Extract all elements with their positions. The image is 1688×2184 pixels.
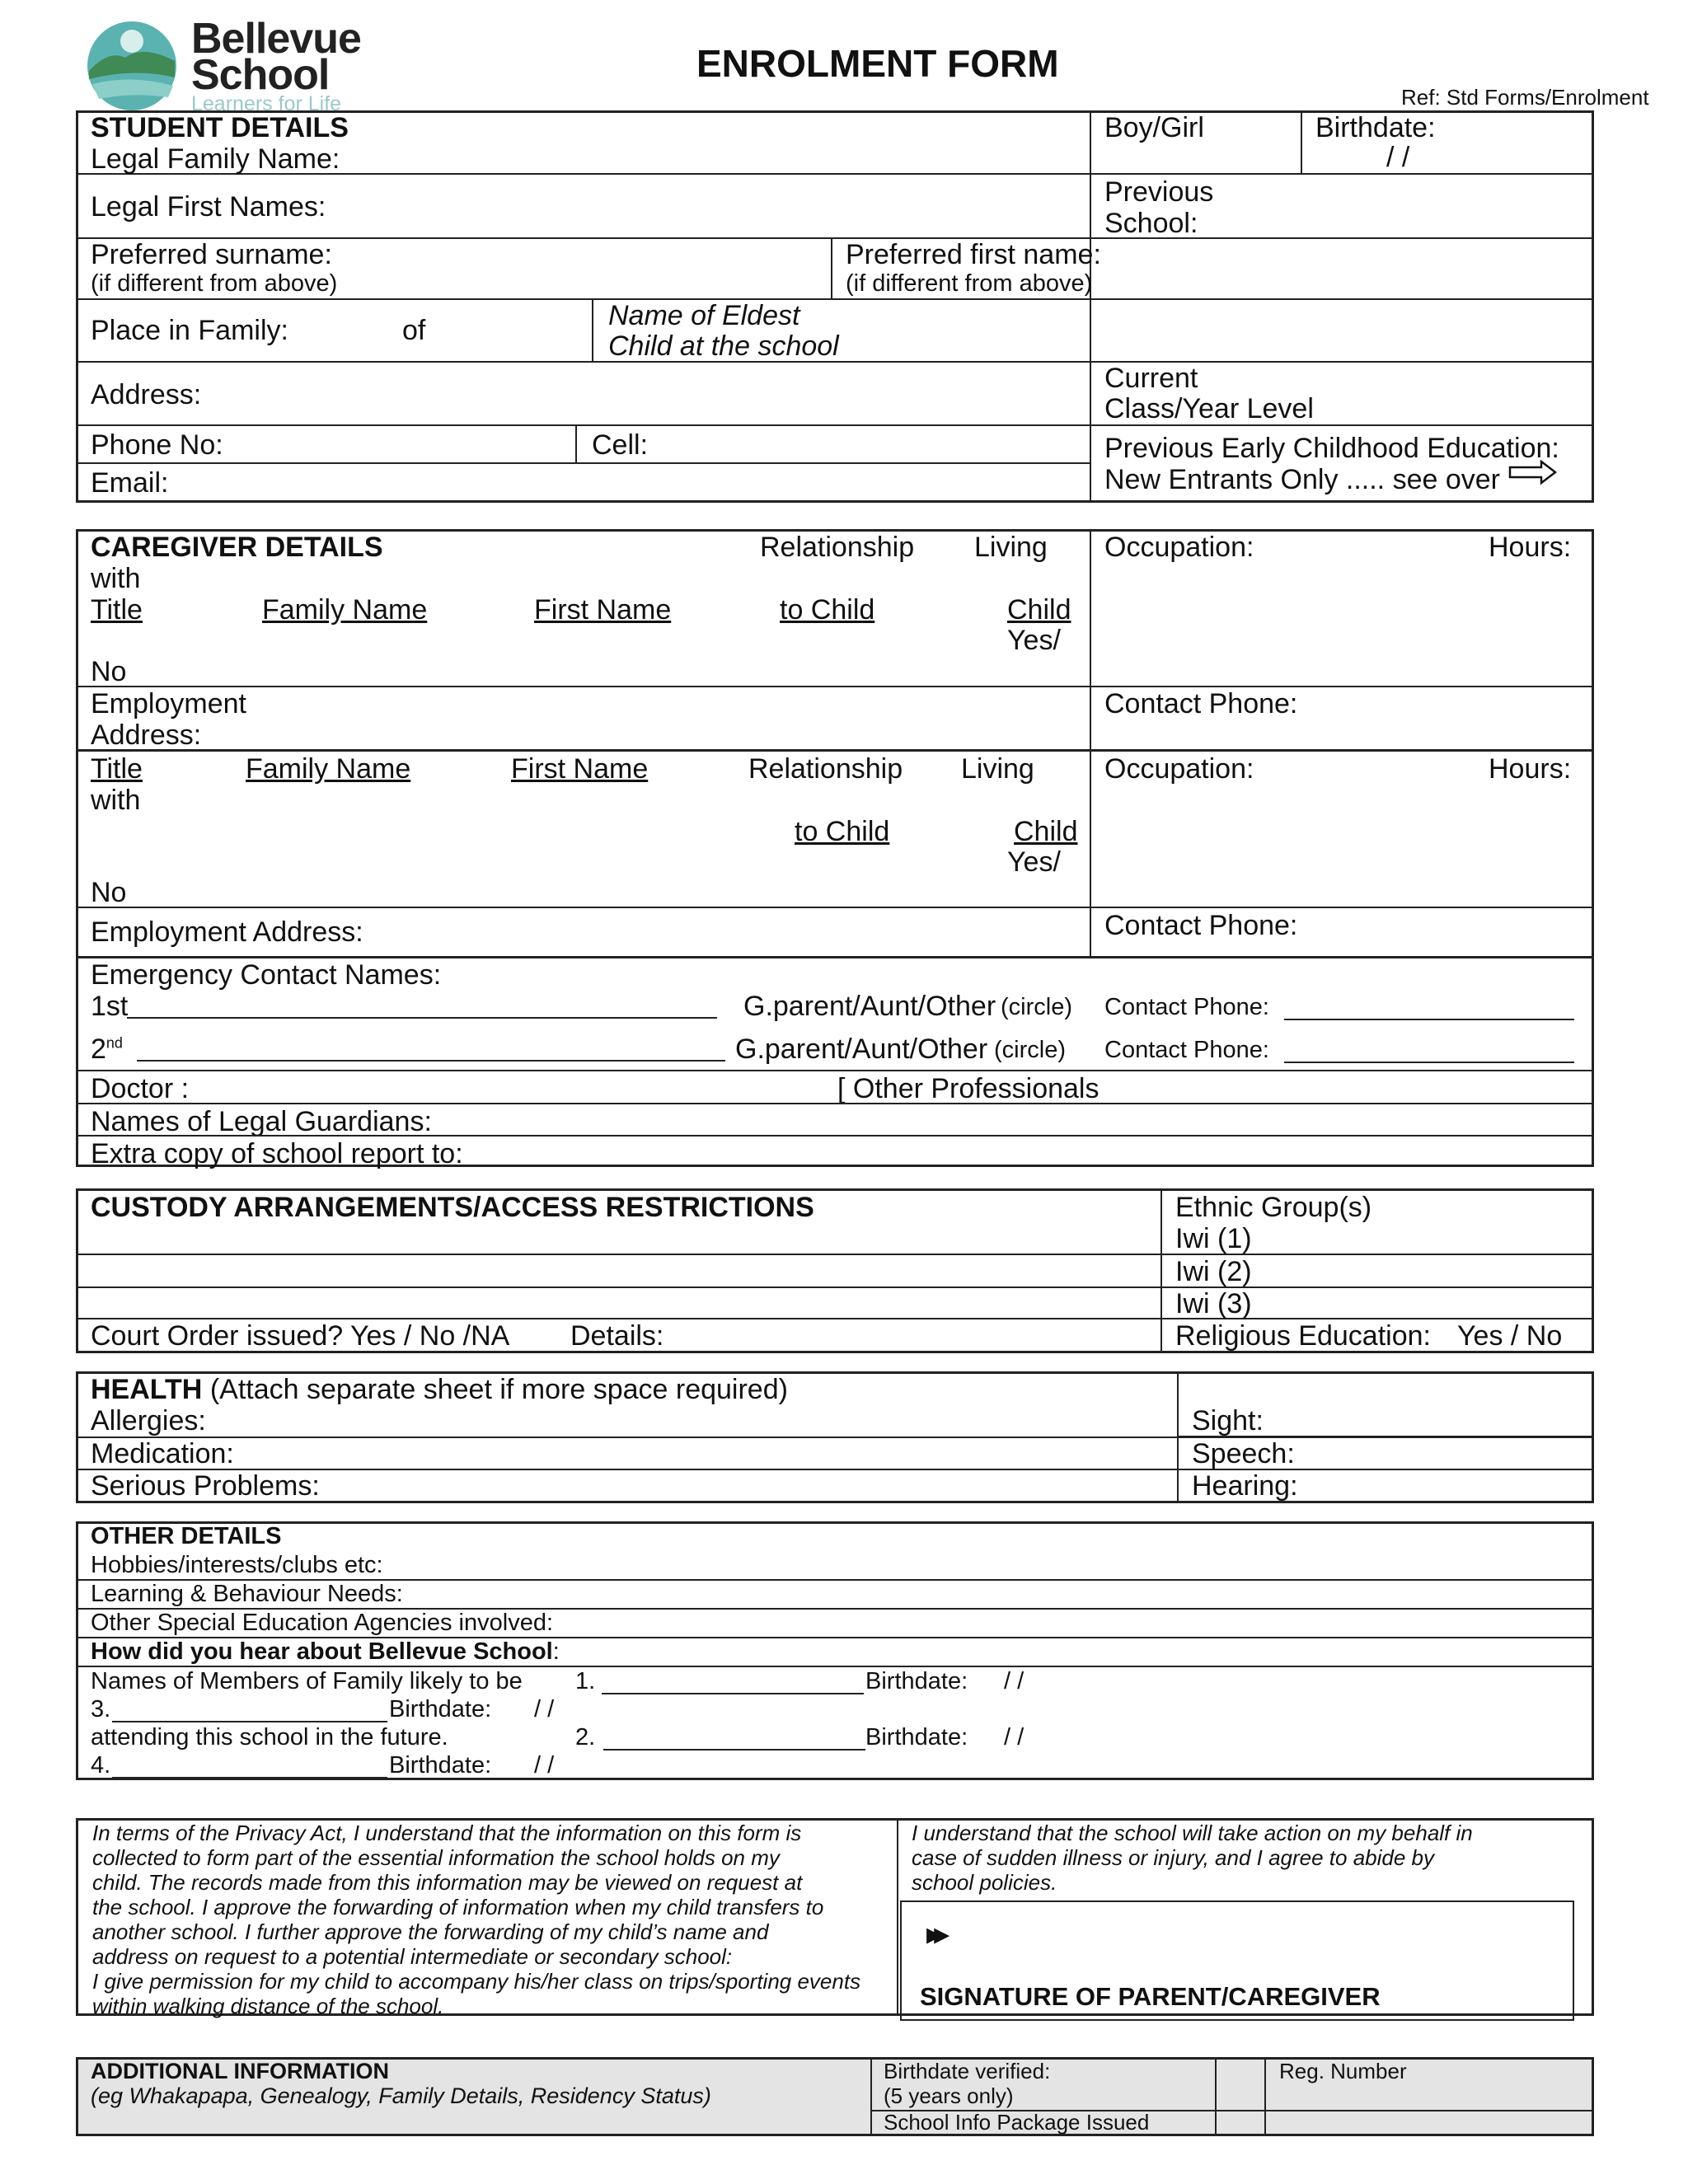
preferred-surname-note: (if different from above) — [91, 270, 338, 297]
hobbies-label: Hobbies/interests/clubs etc: — [91, 1552, 383, 1578]
emergency-second-label: 2nd — [91, 1033, 123, 1065]
religious-education-options: Yes / No — [1457, 1320, 1563, 1352]
place-in-family-of: of — [402, 315, 426, 346]
cg1-first-name-col: First Name — [534, 594, 672, 626]
privacy-line-1: In terms of the Privacy Act, I understand that the information on this form is — [92, 1821, 802, 1845]
cg1-employment-label-1: Employment — [91, 688, 246, 719]
cg1-no-label: No — [91, 656, 127, 687]
logo-tagline: Learners for Life — [191, 92, 342, 115]
five-years-label: (5 years only) — [884, 2083, 1014, 2108]
health-heading: HEALTH (Attach separate sheet if more space required) — [91, 1374, 788, 1405]
emergency-first-circle: (circle) — [1001, 994, 1072, 1020]
emergency-second-relation: G.parent/Aunt/Other — [735, 1033, 988, 1065]
cg1-yes-label: Yes/ — [1007, 625, 1061, 656]
other-professionals-label: [ Other Professionals — [837, 1073, 1100, 1104]
member-4-slashes: / / — [534, 1752, 555, 1779]
allergies-label: Allergies: — [91, 1405, 206, 1436]
legal-family-name-label: Legal Family Name: — [91, 143, 340, 175]
privacy-line-3: child. The records made from this information may be viewed on request at — [92, 1870, 803, 1895]
current-class-label-1: Current — [1104, 363, 1198, 394]
cg1-contact-phone-label: Contact Phone: — [1104, 688, 1298, 719]
cg1-occupation-label: Occupation: — [1104, 532, 1254, 563]
iwi2-label: Iwi (2) — [1175, 1256, 1252, 1287]
member-3-slashes: / / — [534, 1696, 555, 1722]
family-members-label-1: Names of Members of Family likely to be — [91, 1668, 523, 1694]
place-in-family-label: Place in Family: — [91, 315, 288, 346]
privacy-line-6: address on request to a potential intermediate or secondary school: — [92, 1944, 733, 1969]
speech-label: Speech: — [1192, 1438, 1295, 1469]
emergency-second-circle: (circle) — [994, 1037, 1066, 1063]
other-details-heading: OTHER DETAILS — [91, 1523, 282, 1549]
custody-heading: CUSTODY ARRANGEMENTS/ACCESS RESTRICTIONS — [91, 1192, 814, 1223]
cg2-relationship-label: Relationship — [748, 753, 903, 785]
ethnic-group-label: Ethnic Group(s) — [1175, 1192, 1372, 1223]
member-3-birthdate: Birthdate: — [389, 1696, 492, 1722]
phone-label: Phone No: — [91, 429, 223, 461]
serious-problems-label: Serious Problems: — [91, 1470, 320, 1502]
emergency-first-relation: G.parent/Aunt/Other — [743, 991, 996, 1022]
emergency-first-label: 1st — [91, 991, 129, 1022]
cg1-with-label: with — [91, 563, 141, 594]
reg-number-label: Reg. Number — [1279, 2059, 1407, 2083]
cg2-with-label: with — [91, 785, 141, 816]
student-details-heading: STUDENT DETAILS — [91, 112, 349, 143]
cg2-child-col: Child — [1014, 816, 1078, 847]
info-package-label: School Info Package Issued — [884, 2110, 1150, 2135]
page-title: ENROLMENT FORM — [696, 42, 1059, 85]
cg2-yes-label: Yes/ — [1007, 846, 1061, 878]
member-3-number: 3. — [91, 1696, 111, 1722]
extra-report-label: Extra copy of school report to: — [91, 1138, 463, 1169]
sight-label: Sight: — [1192, 1405, 1264, 1436]
action-line-3: school policies. — [912, 1870, 1057, 1895]
caregiver-details-heading: CAREGIVER DETAILS — [91, 532, 383, 563]
signature-mark-icon: ▸▸ — [926, 1917, 942, 1952]
previous-school-label-1: Previous — [1104, 176, 1214, 208]
cg1-to-child-col: to Child — [780, 594, 875, 626]
cg1-employment-label-2: Address: — [91, 719, 202, 751]
member-4-number: 4. — [91, 1752, 111, 1779]
address-label: Address: — [91, 379, 202, 410]
additional-info-heading: ADDITIONAL INFORMATION — [91, 2059, 389, 2083]
arrow-right-icon — [1508, 460, 1558, 485]
doctor-label: Doctor : — [91, 1073, 190, 1104]
legal-first-names-label: Legal First Names: — [91, 191, 326, 223]
iwi3-label: Iwi (3) — [1175, 1288, 1252, 1319]
cg1-relationship-label: Relationship — [760, 532, 915, 563]
preferred-first-name-note: (if different from above) — [846, 270, 1093, 297]
emergency-second-contact-phone: Contact Phone: — [1104, 1037, 1269, 1063]
cg1-child-col: Child — [1007, 594, 1071, 626]
cg2-title-col: Title — [91, 753, 143, 785]
member-1-slashes: / / — [1004, 1668, 1025, 1694]
member-2-birthdate: Birthdate: — [865, 1724, 968, 1750]
cg2-hours-label: Hours: — [1489, 753, 1572, 785]
privacy-line-7: I give permission for my child to accompany his/her class on trips/sporting events — [92, 1969, 861, 1994]
member-2-slashes: / / — [1004, 1724, 1025, 1750]
agencies-label: Other Special Education Agencies involved: — [91, 1610, 554, 1636]
privacy-line-8: within walking distance of the school. — [92, 1994, 444, 2018]
preferred-first-name-label: Preferred first name: — [846, 239, 1101, 270]
birthdate-slashes: / / — [1386, 142, 1410, 173]
emergency-contacts-label: Emergency Contact Names: — [91, 959, 442, 991]
previous-school-label-2: School: — [1104, 208, 1198, 239]
court-order-label: Court Order issued? Yes / No /NA — [91, 1320, 510, 1352]
member-2-number: 2. — [575, 1724, 596, 1750]
court-order-details-label: Details: — [570, 1320, 664, 1352]
member-1-birthdate: Birthdate: — [865, 1668, 968, 1694]
birthdate-verified-label: Birthdate verified: — [884, 2059, 1051, 2083]
birthdate-label: Birthdate: — [1315, 112, 1436, 143]
logo-name-line1: Bellevue — [191, 15, 361, 63]
cg2-employment-label: Employment Address: — [91, 916, 363, 948]
school-logo — [86, 15, 366, 115]
eldest-child-label-1: Name of Eldest — [608, 300, 800, 331]
privacy-line-2: collected to form part of the essential information the school holds on my — [92, 1845, 780, 1870]
hearing-label: Hearing: — [1192, 1470, 1298, 1502]
hear-about-label: How did you hear about Bellevue School: — [91, 1638, 560, 1665]
current-class-label-2: Class/Year Level — [1104, 393, 1314, 424]
cg2-family-name-col: Family Name — [246, 753, 411, 785]
signature-label: SIGNATURE OF PARENT/CAREGIVER — [920, 1982, 1381, 2011]
email-label: Email: — [91, 467, 169, 499]
action-line-1: I understand that the school will take action on my behalf in — [912, 1821, 1473, 1845]
eldest-child-label-2: Child at the school — [608, 330, 839, 362]
member-4-birthdate: Birthdate: — [389, 1752, 492, 1779]
iwi1-label: Iwi (1) — [1175, 1223, 1252, 1254]
privacy-line-4: the school. I approve the forwarding of information when my child transfers to — [92, 1895, 824, 1919]
cg2-no-label: No — [91, 877, 127, 908]
cg1-family-name-col: Family Name — [262, 594, 428, 626]
logo-name-line2: School — [191, 51, 330, 99]
cg1-hours-label: Hours: — [1489, 532, 1572, 563]
learning-needs-label: Learning & Behaviour Needs: — [91, 1581, 403, 1607]
boy-girl-label: Boy/Girl — [1104, 112, 1204, 143]
privacy-line-5: another school. I further approve the forwarding of my child’s name and — [92, 1919, 769, 1944]
form-reference: Ref: Std Forms/Enrolment — [1401, 85, 1649, 110]
cell-label: Cell: — [592, 429, 649, 461]
additional-info-note: (eg Whakapapa, Genealogy, Family Details, Residency Status) — [91, 2083, 711, 2108]
legal-guardians-label: Names of Legal Guardians: — [91, 1106, 432, 1137]
new-entrants-label: New Entrants Only ..... see over — [1104, 464, 1500, 495]
cg2-living-label: Living — [961, 753, 1034, 785]
cg2-first-name-col: First Name — [511, 753, 649, 785]
cg2-contact-phone-label: Contact Phone: — [1104, 910, 1298, 941]
emergency-first-contact-phone: Contact Phone: — [1104, 994, 1269, 1020]
cg1-title-col: Title — [91, 594, 143, 626]
cg2-to-child-col: to Child — [795, 816, 890, 847]
member-1-number: 1. — [575, 1668, 596, 1694]
cg1-living-label: Living — [974, 532, 1048, 563]
prev-ece-label: Previous Early Childhood Education: — [1104, 433, 1559, 464]
family-members-label-2: attending this school in the future. — [91, 1724, 448, 1750]
logo-emblem-icon — [86, 20, 178, 112]
medication-label: Medication: — [91, 1438, 234, 1469]
preferred-surname-label: Preferred surname: — [91, 239, 332, 270]
cg2-occupation-label: Occupation: — [1104, 753, 1254, 785]
religious-education-label: Religious Education: — [1175, 1320, 1431, 1352]
action-line-2: case of sudden illness or injury, and I agree to abide by — [912, 1845, 1435, 1870]
